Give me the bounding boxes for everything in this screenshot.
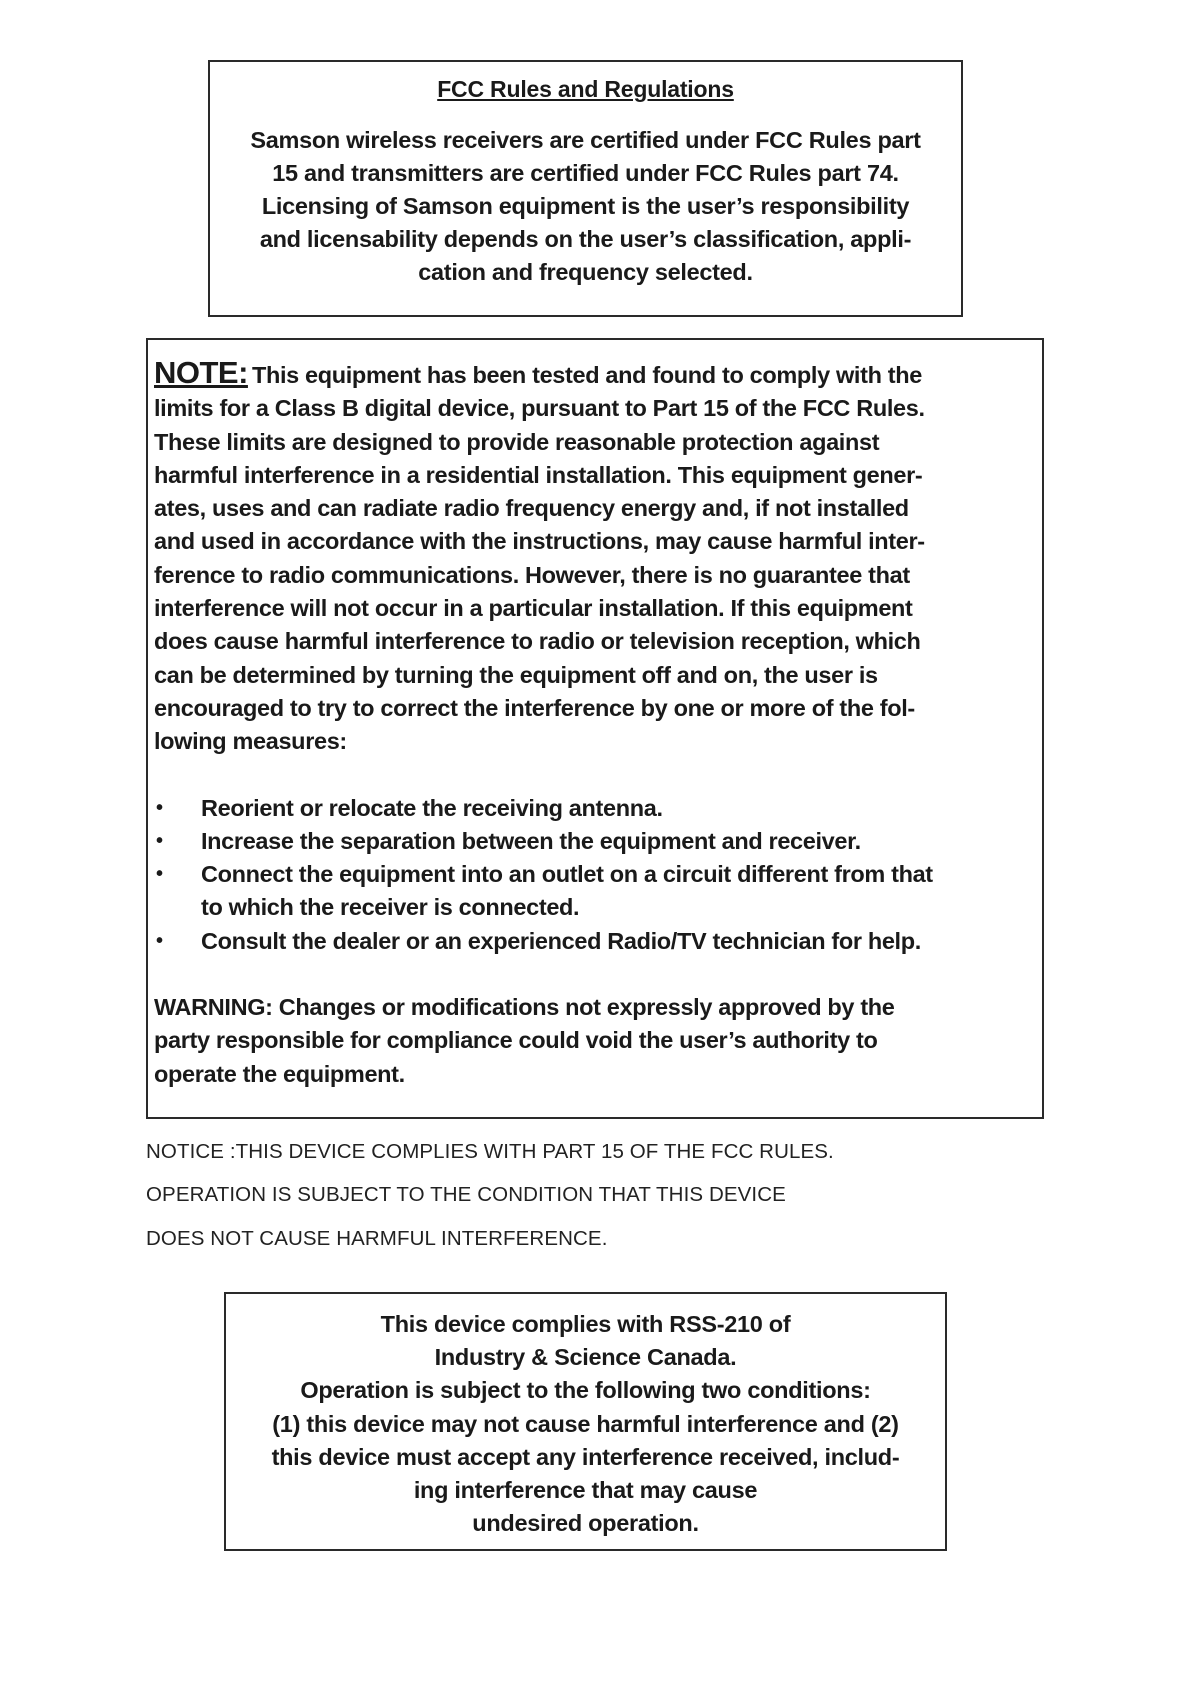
bullet-icon: • [156, 929, 163, 952]
warning-line: party responsible for compliance could void the user’s authority to [154, 1027, 878, 1054]
list-item [154, 825, 1036, 858]
list-item-text: Reorient or relocate the receiving antenna. [201, 794, 663, 821]
warning-paragraph [154, 991, 1036, 1091]
fcc-rules-body [228, 124, 943, 289]
note-paragraph-line: limits for a Class B digital device, pursuant to Part 15 of the FCC Rules. [154, 395, 925, 422]
note-paragraph-line: does cause harmful interference to radio or television reception, which [154, 628, 921, 655]
notice-line: NOTICE :THIS DEVICE COMPLIES WITH PART 15 OF THE FCC RULES. [146, 1140, 834, 1163]
note-paragraph-line: ates, uses and can radiate radio frequency energy and, if not installed [154, 495, 909, 522]
note-paragraph-line: These limits are designed to provide reasonable protection against [154, 428, 880, 455]
fcc-rules-box [208, 60, 963, 317]
note-label: NOTE: [154, 355, 248, 390]
note-paragraph-line: interference will not occur in a particular installation. If this equipment [154, 595, 913, 622]
bullet-icon: • [156, 863, 163, 886]
note-paragraph [154, 356, 1036, 759]
list-item-text: Connect the equipment into an outlet on a circuit different from that [201, 861, 933, 888]
note-paragraph-line: and used in accordance with the instructions, may cause harmful inter- [154, 528, 925, 555]
fcc-rules-line: Licensing of Samson equipment is the user’s responsibility [261, 193, 910, 219]
warning-line: WARNING: Changes or modifications not expressly approved by the [154, 994, 895, 1021]
fcc-rules-line: and licensability depends on the user’s classification, appli- [259, 226, 912, 252]
fcc-rules-line: cation and frequency selected. [418, 259, 753, 285]
industry-canada-line: Operation is subject to the following two conditions: [300, 1377, 871, 1404]
industry-canada-line: Industry & Science Canada. [434, 1344, 737, 1371]
list-item [154, 858, 1036, 925]
warning-line: operate the equipment. [154, 1060, 405, 1087]
list-item-text: Consult the dealer or an experienced Radio/TV technician for help. [201, 927, 921, 954]
fcc-rules-line: Samson wireless receivers are certified under FCC Rules part [250, 127, 921, 153]
note-paragraph-line: ference to radio communications. However, there is no guarantee that [154, 561, 910, 588]
list-item-text: Increase the separation between the equipment and receiver. [201, 827, 861, 854]
note-paragraph-line: can be determined by turning the equipment off and on, the user is [154, 661, 878, 688]
note-paragraph-line: lowing measures: [154, 728, 347, 755]
industry-canada-line: undesired operation. [472, 1510, 699, 1537]
measures-list [154, 792, 1036, 958]
note-box [146, 338, 1044, 1119]
industry-canada-line: (1) this device may not cause harmful interference and (2) [272, 1410, 899, 1437]
notice-line: DOES NOT CAUSE HARMFUL INTERFERENCE. [146, 1227, 608, 1250]
fcc-rules-line: 15 and transmitters are certified under FCC Rules part 74. [272, 160, 899, 186]
industry-canada-box [224, 1292, 947, 1551]
note-paragraph-line: harmful interference in a residential installation. This equipment gener- [154, 461, 923, 488]
note-paragraph-line: This equipment has been tested and found to comply with the [251, 362, 922, 388]
industry-canada-line: this device must accept any interference received, includ- [271, 1443, 900, 1470]
list-item [154, 792, 1036, 825]
note-paragraph-line: encouraged to try to correct the interference by one or more of the fol- [154, 694, 915, 721]
list-item-text: to which the receiver is connected. [201, 894, 580, 921]
fcc-rules-title: FCC Rules and Regulations [437, 76, 734, 102]
bullet-icon: • [156, 796, 163, 819]
industry-canada-line: ing interference that may cause [413, 1477, 758, 1504]
list-item [154, 925, 1036, 958]
note-first-line [154, 356, 1036, 392]
bullet-icon: • [156, 829, 163, 852]
industry-canada-line: This device complies with RSS-210 of [380, 1311, 791, 1337]
notice-line: OPERATION IS SUBJECT TO THE CONDITION THAT THIS DEVICE [146, 1183, 786, 1206]
industry-canada-body [234, 1308, 937, 1540]
